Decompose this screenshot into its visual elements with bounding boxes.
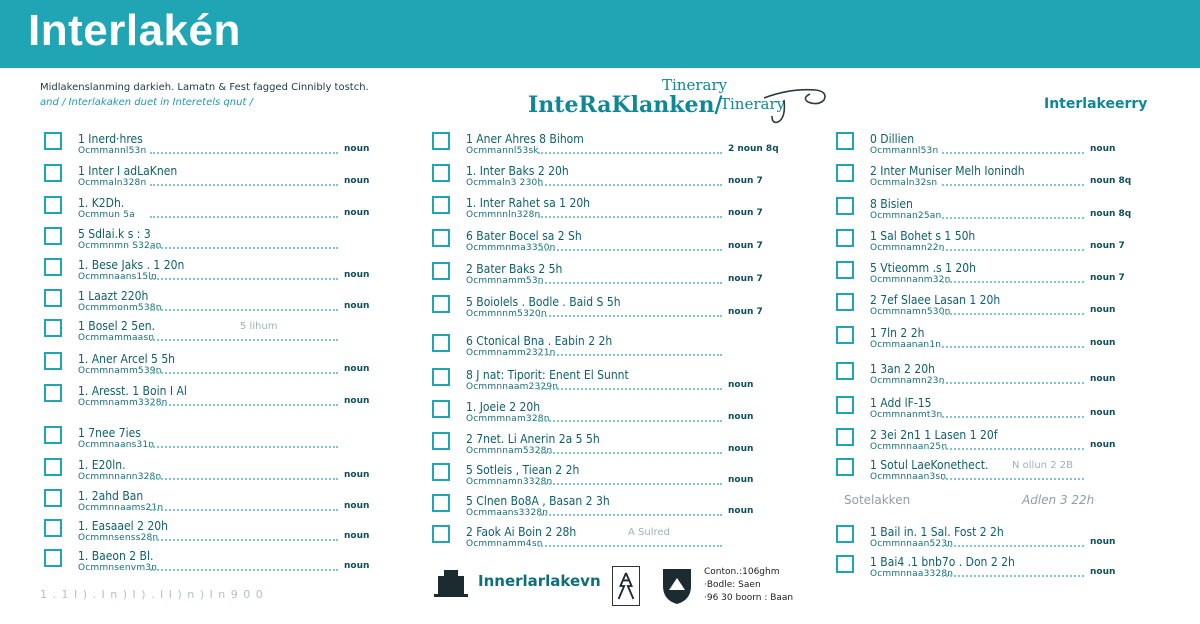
checkbox[interactable] — [836, 458, 854, 476]
item-note: A Sulred — [628, 527, 670, 538]
item-note: 5 lihum — [240, 321, 278, 332]
checklist-item[interactable] — [836, 525, 1150, 551]
intro-text — [40, 80, 380, 110]
item-title: 5 Sotleis , Tiean 2 2h — [466, 463, 580, 477]
checklist-item[interactable] — [836, 132, 1150, 158]
item-title: 2 7ef Slaee Lasan 1 20h — [870, 293, 1001, 307]
checkbox[interactable] — [432, 400, 450, 418]
intro-line-2: and / Interlakaken duet in Interetels qnut / — [40, 97, 253, 108]
item-title: 1. Aresst. 1 Boin I Al — [78, 384, 187, 398]
item-value: noun 7 — [728, 307, 763, 317]
item-title: 1. Joeie 2 20h — [466, 400, 541, 414]
dotted-leader — [150, 152, 338, 154]
checklist-item[interactable] — [836, 326, 1150, 352]
checklist-item[interactable] — [44, 227, 404, 253]
checkbox[interactable] — [44, 458, 62, 476]
checklist-item[interactable] — [432, 368, 788, 394]
checkbox[interactable] — [432, 334, 450, 352]
item-value: noun — [344, 208, 370, 218]
checkbox[interactable] — [836, 164, 854, 182]
checklist-item[interactable] — [44, 458, 404, 484]
dotted-leader — [538, 249, 722, 251]
item-subtitle: Ocmmmonm538n — [78, 303, 162, 313]
item-title: 1. Inter Baks 2 20h — [466, 164, 569, 178]
item-value: noun — [344, 501, 370, 511]
item-title: 6 Bater Bocel sa 2 Sh — [466, 229, 582, 243]
item-value: noun — [1090, 144, 1116, 154]
checklist-item[interactable] — [432, 400, 788, 426]
item-value: noun — [1090, 567, 1116, 577]
item-value: noun 7 — [728, 241, 763, 251]
item-value: noun 8q — [1090, 209, 1132, 219]
item-value: noun — [1090, 338, 1116, 348]
checklist-item[interactable] — [44, 426, 404, 452]
footer-text: 1 . 1 I ) . I n ) I ) . I I ) n ) I n 9 0 0 — [40, 588, 264, 601]
dotted-leader — [538, 545, 722, 547]
checklist-item[interactable] — [44, 352, 404, 378]
checklist-item[interactable] — [44, 489, 404, 515]
dotted-leader — [942, 152, 1084, 154]
dotted-leader — [150, 278, 338, 280]
item-subtitle: Ocmmnnm5320n — [466, 309, 547, 319]
dotted-leader — [150, 339, 338, 341]
item-subtitle: Ocmmnaans15ln — [78, 272, 157, 282]
checkbox[interactable] — [432, 262, 450, 280]
dotted-leader — [942, 575, 1084, 577]
dotted-leader — [150, 404, 338, 406]
item-subtitle: Ocmmammaasn — [78, 333, 155, 343]
checklist-item[interactable] — [432, 432, 788, 458]
checklist-item[interactable] — [432, 132, 788, 158]
checklist-item[interactable] — [432, 295, 788, 321]
item-title: 1 Inter I adLaKnen — [78, 164, 178, 178]
item-title: 1. Aner Arcel 5 5h — [78, 352, 176, 366]
item-subtitle: Ocmmun 5a — [78, 210, 135, 220]
dotted-leader — [150, 478, 338, 480]
item-title: 5 Vtieomm .s 1 20h — [870, 261, 976, 275]
item-title: 1 7ln 2 2h — [870, 326, 925, 340]
item-value: noun — [1090, 440, 1116, 450]
item-title: 1 Bail in. 1 Sal. Fost 2 2h — [870, 525, 1004, 539]
item-title: 8 Bisien — [870, 197, 913, 211]
item-value: noun 8q — [1090, 176, 1132, 186]
item-value: noun — [344, 144, 370, 154]
item-subtitle: Ocmmnamm3328n — [78, 398, 168, 408]
checkbox[interactable] — [432, 368, 450, 386]
checkbox[interactable] — [836, 362, 854, 380]
item-value: noun — [728, 412, 754, 422]
item-title: 1. Baeon 2 Bl. — [78, 549, 154, 563]
item-subtitle: Ocmmannl53n — [78, 146, 147, 156]
item-subtitle: Ocmmnnaa3328n — [870, 569, 954, 579]
checkbox[interactable] — [836, 197, 854, 215]
item-subtitle: Ocmmannl53n — [870, 146, 939, 156]
item-title: 1. Easaael 2 20h — [78, 519, 168, 533]
item-subtitle: Ocmmnnaam2329n — [466, 382, 559, 392]
item-title: 1. E20ln. — [78, 458, 126, 472]
item-subtitle: Ocmmannl53sk — [466, 146, 539, 156]
item-subtitle: Ocmmnaans31n — [78, 440, 155, 450]
checkbox[interactable] — [432, 525, 450, 543]
contact-line-1: Conton.:106ghm — [704, 567, 780, 577]
checkbox[interactable] — [432, 463, 450, 481]
dotted-leader — [942, 448, 1084, 450]
checkbox[interactable] — [44, 489, 62, 507]
footer-brand: Innerlarlakevn — [478, 572, 601, 590]
checklist-item[interactable] — [432, 494, 788, 520]
item-value: noun — [344, 561, 370, 571]
item-title: 1. Bese Jaks . 1 20n — [78, 258, 185, 272]
item-note: N ollun 2 2B — [1012, 460, 1073, 471]
item-subtitle: Ocmmaln3 230h — [466, 178, 544, 188]
intro-line-1: Midlakenslanming darkieh. Lamatn & Fest fagged Cinnibly tostch. — [40, 82, 369, 93]
checkbox[interactable] — [44, 319, 62, 337]
checklist-item[interactable] — [44, 289, 404, 315]
item-subtitle: Ocmmaln32sn — [870, 178, 938, 188]
dotted-leader — [942, 416, 1084, 418]
item-value: 2 noun 8q — [728, 144, 779, 154]
dotted-leader — [942, 184, 1084, 186]
item-subtitle: Ocmmaanan1n — [870, 340, 942, 350]
item-title: 2 Bater Baks 2 5h — [466, 262, 563, 276]
item-subtitle: Ocmmnsenvm3n — [78, 563, 158, 573]
checklist-item[interactable] — [432, 164, 788, 190]
figure-logo-icon — [612, 566, 640, 606]
checkbox[interactable] — [432, 132, 450, 150]
item-title: 1 3an 2 20h — [870, 362, 935, 376]
item-subtitle: Ocmmnan25an — [870, 211, 942, 221]
item-title: 6 Ctonical Bna . Eabin 2 2h — [466, 334, 613, 348]
checkbox[interactable] — [432, 295, 450, 313]
item-value: noun — [1090, 408, 1116, 418]
item-subtitle: Ocmmnmn S32an — [78, 241, 162, 251]
item-subtitle: Ocmmaans3328n — [466, 508, 549, 518]
checklist-item[interactable] — [432, 525, 788, 551]
item-title: 1 Laazt 220h — [78, 289, 149, 303]
item-subtitle: Ocmmnnaan523n — [870, 539, 954, 549]
dotted-leader — [942, 382, 1084, 384]
dotted-leader — [538, 315, 722, 317]
checklist-item[interactable] — [44, 384, 404, 410]
item-subtitle: Ocmmnamm2321n — [466, 348, 556, 358]
checkbox[interactable] — [44, 258, 62, 276]
checkbox[interactable] — [836, 396, 854, 414]
dotted-leader — [538, 354, 722, 356]
dotted-leader — [538, 483, 722, 485]
special-label: Sotelakken — [844, 493, 911, 507]
checklist-item[interactable] — [432, 196, 788, 222]
checkbox[interactable] — [44, 132, 62, 150]
itinerary-label-2: Tinerary — [720, 95, 786, 113]
item-value: noun 7 — [728, 274, 763, 284]
item-subtitle: Ocmmaln328n — [78, 178, 147, 188]
dotted-leader — [942, 249, 1084, 251]
item-value: noun — [344, 364, 370, 374]
swirl-icon — [760, 80, 830, 126]
item-value: noun — [728, 380, 754, 390]
dotted-leader — [942, 346, 1084, 348]
checklist-item[interactable] — [44, 258, 404, 284]
dotted-leader — [538, 420, 722, 422]
item-subtitle: Ocmmnamm4sn — [466, 539, 543, 549]
dotted-leader — [942, 313, 1084, 315]
checklist-item[interactable] — [44, 196, 404, 222]
checkbox[interactable] — [44, 384, 62, 402]
site-title: Interlakén — [28, 6, 241, 55]
dotted-leader — [150, 569, 338, 571]
item-subtitle: Ocmmnanmt3n — [870, 410, 943, 420]
dotted-leader — [150, 372, 338, 374]
checkbox[interactable] — [836, 132, 854, 150]
dotted-leader — [150, 247, 338, 249]
checkbox[interactable] — [836, 293, 854, 311]
checkbox[interactable] — [836, 229, 854, 247]
item-subtitle: Ocmmnamn22n — [870, 243, 945, 253]
dotted-leader — [538, 152, 722, 154]
checkbox[interactable] — [44, 426, 62, 444]
checklist-item[interactable] — [432, 262, 788, 288]
item-subtitle: Ocmmnnanm32n — [870, 275, 951, 285]
dotted-leader — [942, 281, 1084, 283]
checkbox[interactable] — [44, 289, 62, 307]
checkbox[interactable] — [44, 549, 62, 567]
checkbox[interactable] — [432, 196, 450, 214]
checkbox[interactable] — [836, 326, 854, 344]
item-subtitle: Ocmmmnam328n — [466, 414, 550, 424]
item-value: noun — [728, 475, 754, 485]
item-value: noun — [344, 396, 370, 406]
itinerary-label: Tinerary — [662, 76, 728, 94]
shield-icon — [660, 566, 694, 606]
item-title: 1 Aner Ahres 8 Bihom — [466, 132, 584, 146]
item-subtitle: Ocmmnnaan3sn — [870, 472, 947, 482]
footer-contact — [704, 566, 793, 605]
item-value: noun — [344, 270, 370, 280]
item-value: noun — [344, 531, 370, 541]
item-value: noun 7 — [728, 176, 763, 186]
item-value: noun — [728, 506, 754, 516]
checklist-item[interactable] — [836, 458, 1150, 484]
item-subtitle: Ocmmnamm539n — [78, 366, 162, 376]
dotted-leader — [150, 216, 338, 218]
checklist-item[interactable] — [836, 293, 1150, 319]
item-title: 5 Boiolels . Bodle . Baid S 5h — [466, 295, 621, 309]
item-title: 0 Dillien — [870, 132, 915, 146]
checkbox[interactable] — [836, 261, 854, 279]
item-subtitle: Ocmmnnaams21n — [78, 503, 164, 513]
checklist-item[interactable] — [432, 229, 788, 255]
item-title: 1. Inter Rahet sa 1 20h — [466, 196, 591, 210]
checklist-item[interactable] — [836, 197, 1150, 223]
dotted-leader — [150, 539, 338, 541]
item-title: 8 J nat: Tiporit: Enent El Sunnt — [466, 368, 629, 382]
checkbox[interactable] — [836, 525, 854, 543]
checkbox[interactable] — [836, 555, 854, 573]
item-title: 1 Add lF-15 — [870, 396, 932, 410]
item-value: noun 7 — [728, 208, 763, 218]
dotted-leader — [150, 509, 338, 511]
checklist-item[interactable] — [836, 362, 1150, 388]
checklist-item[interactable] — [836, 396, 1150, 422]
item-value: noun — [1090, 374, 1116, 384]
item-subtitle: Ocmmnsenss28n — [78, 533, 159, 543]
item-subtitle: Ocmmnamn23n — [870, 376, 945, 386]
checkbox[interactable] — [44, 227, 62, 245]
item-title: 1. 2ahd Ban — [78, 489, 144, 503]
dotted-leader — [538, 452, 722, 454]
dotted-leader — [150, 309, 338, 311]
dotted-leader — [538, 216, 722, 218]
checkbox[interactable] — [44, 196, 62, 214]
item-title: 2 7net. Li Anerin 2a 5 5h — [466, 432, 600, 446]
item-title: 2 3ei 2n1 1 Lasen 1 20f — [870, 428, 998, 442]
item-subtitle: Ocmmnnann328n — [78, 472, 162, 482]
dotted-leader — [150, 446, 338, 448]
checkbox[interactable] — [432, 432, 450, 450]
item-title: 1 Bai4 .1 bnb7o . Don 2 2h — [870, 555, 1015, 569]
dotted-leader — [538, 388, 722, 390]
checklist-item[interactable] — [836, 428, 1150, 454]
item-subtitle: Ocmmnnam5328n — [466, 446, 553, 456]
header-banner — [0, 0, 1200, 68]
special-value: Adlen 3 22h — [1022, 493, 1095, 507]
item-title: 2 Inter Muniser Melh Ionindh — [870, 164, 1025, 178]
item-value: noun — [1090, 305, 1116, 315]
dotted-leader — [942, 217, 1084, 219]
item-subtitle: Ocmmnamn530n — [870, 307, 951, 317]
item-title: 5 Sdlai.k s : 3 — [78, 227, 151, 241]
item-subtitle: Ocmmnnln328n — [466, 210, 541, 220]
checklist-item[interactable] — [836, 229, 1150, 255]
checkbox[interactable] — [44, 164, 62, 182]
dotted-leader — [942, 478, 1084, 480]
contact-line-3: ·96 30 boorn : Baan — [704, 593, 794, 603]
dotted-leader — [150, 184, 338, 186]
checklist-item[interactable] — [44, 519, 404, 545]
checkbox[interactable] — [44, 352, 62, 370]
dotted-leader — [538, 282, 722, 284]
checklist-item[interactable] — [44, 549, 404, 575]
item-title: 1 Bosel 2 5en. — [78, 319, 156, 333]
checklist-item[interactable] — [836, 261, 1150, 287]
checkbox[interactable] — [432, 164, 450, 182]
contact-line-2: ·Bodle: Saen — [704, 580, 761, 590]
item-value: noun — [344, 301, 370, 311]
item-subtitle: Ocmmmnma3350n — [466, 243, 556, 253]
checkbox[interactable] — [836, 428, 854, 446]
item-value: noun — [344, 176, 370, 186]
checklist-item[interactable] — [44, 319, 404, 345]
center-title: InteRaKlanken/ — [528, 92, 723, 118]
item-title: 5 Clnen Bo8A , Basan 2 3h — [466, 494, 610, 508]
item-value: noun — [344, 470, 370, 480]
right-title: Interlakeerry — [1044, 96, 1148, 112]
item-title: 2 Faok Ai Boin 2 28h — [466, 525, 577, 539]
item-value: noun — [728, 444, 754, 454]
item-subtitle: Ocmmnnaan25n — [870, 442, 948, 452]
dotted-leader — [942, 545, 1084, 547]
item-title: 1. K2Dh. — [78, 196, 125, 210]
dotted-leader — [538, 514, 722, 516]
checklist-item[interactable] — [432, 463, 788, 489]
item-value: noun — [1090, 537, 1116, 547]
item-subtitle: Ocmmnamm53n — [466, 276, 544, 286]
checklist-item[interactable] — [836, 555, 1150, 581]
item-title: 1 Sotul LaeKonethect. — [870, 458, 989, 472]
checkbox[interactable] — [432, 494, 450, 512]
item-value: noun 7 — [1090, 241, 1125, 251]
checklist-item[interactable] — [836, 164, 1150, 190]
dotted-leader — [538, 184, 722, 186]
building-logo-icon — [434, 568, 468, 598]
item-value: noun 7 — [1090, 273, 1125, 283]
item-subtitle: Ocmmnamn3328n — [466, 477, 553, 487]
checkbox[interactable] — [44, 519, 62, 537]
item-title: 1 Sal Bohet s 1 50h — [870, 229, 976, 243]
checklist-item[interactable] — [44, 132, 404, 158]
checklist-item[interactable] — [432, 334, 788, 360]
item-title: 1 Inerd·hres — [78, 132, 143, 146]
item-title: 1 7nee 7ies — [78, 426, 141, 440]
checklist-item[interactable] — [44, 164, 404, 190]
checkbox[interactable] — [432, 229, 450, 247]
